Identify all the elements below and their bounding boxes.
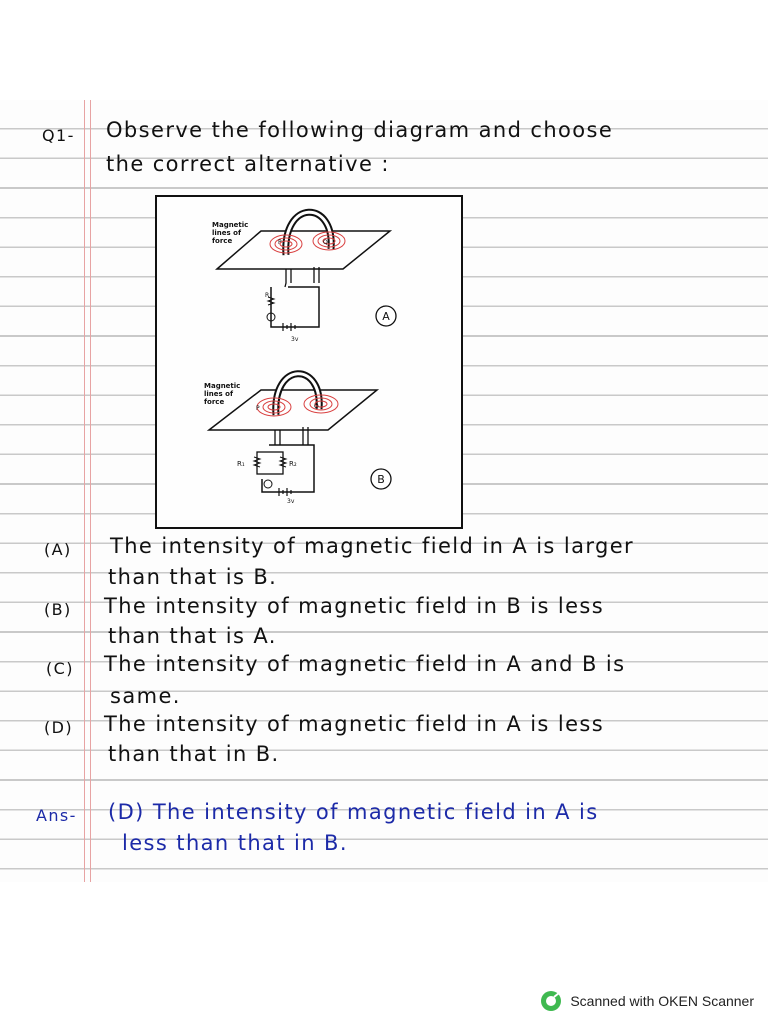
label-r1: R₁ (237, 460, 245, 468)
diagram-b (204, 374, 391, 505)
scanner-watermark (540, 990, 754, 1012)
label-force-b: force (204, 398, 225, 406)
label-magnetic-a: Magnetic (212, 221, 249, 229)
answer-tag: Ans- (36, 806, 77, 825)
margin-line-inner (90, 100, 91, 882)
oken-logo-icon (540, 990, 562, 1012)
option-a-tag: (A) (44, 540, 72, 559)
label-p-b: P (256, 405, 260, 412)
label-lines-of-a: lines of (212, 229, 241, 237)
label-r2: R₂ (289, 460, 297, 468)
question-line-2: the correct alternative : (106, 152, 390, 176)
option-d-line-2: than that in B. (108, 742, 280, 766)
question-line-1: Observe the following diagram and choose (106, 118, 614, 142)
question-number: Q1- (42, 126, 75, 145)
label-r: R (265, 292, 270, 299)
option-c-line-2: same. (110, 684, 181, 708)
option-c-line-1: The intensity of magnetic field in A and B is (104, 652, 626, 676)
margin-line (84, 100, 85, 882)
option-b-tag: (B) (44, 600, 72, 619)
circuit-diagram (155, 195, 463, 529)
option-d-line-1: The intensity of magnetic field in A is less (104, 712, 605, 736)
answer-line-1: (D) The intensity of magnetic field in A is (108, 800, 599, 824)
option-b-line-2: than that is A. (108, 624, 277, 648)
answer-line-2: less than that in B. (122, 831, 348, 855)
label-q-a: Q (323, 239, 328, 246)
scanner-text: Scanned with OKEN Scanner (570, 993, 754, 1009)
label-force-a: force (212, 237, 233, 245)
battery-label-b: 3v (287, 498, 295, 505)
option-a-line-2: than that is B. (108, 565, 278, 589)
option-a-line-1: The intensity of magnetic field in A is larger (110, 534, 635, 558)
option-c-tag: (C) (46, 659, 74, 678)
marker-a: A (382, 310, 390, 323)
option-b-line-1: The intensity of magnetic field in B is less (104, 594, 605, 618)
label-q-b: Q (314, 403, 319, 410)
marker-b: B (377, 473, 385, 486)
label-magnetic-b: Magnetic (204, 382, 241, 390)
label-p-a: P (278, 239, 282, 246)
option-d-tag: (D) (44, 718, 74, 737)
diagram-a (212, 212, 396, 343)
circuit-diagram-svg (157, 197, 461, 527)
label-lines-of-b: lines of (204, 390, 233, 398)
battery-label-a: 3v (291, 336, 299, 343)
